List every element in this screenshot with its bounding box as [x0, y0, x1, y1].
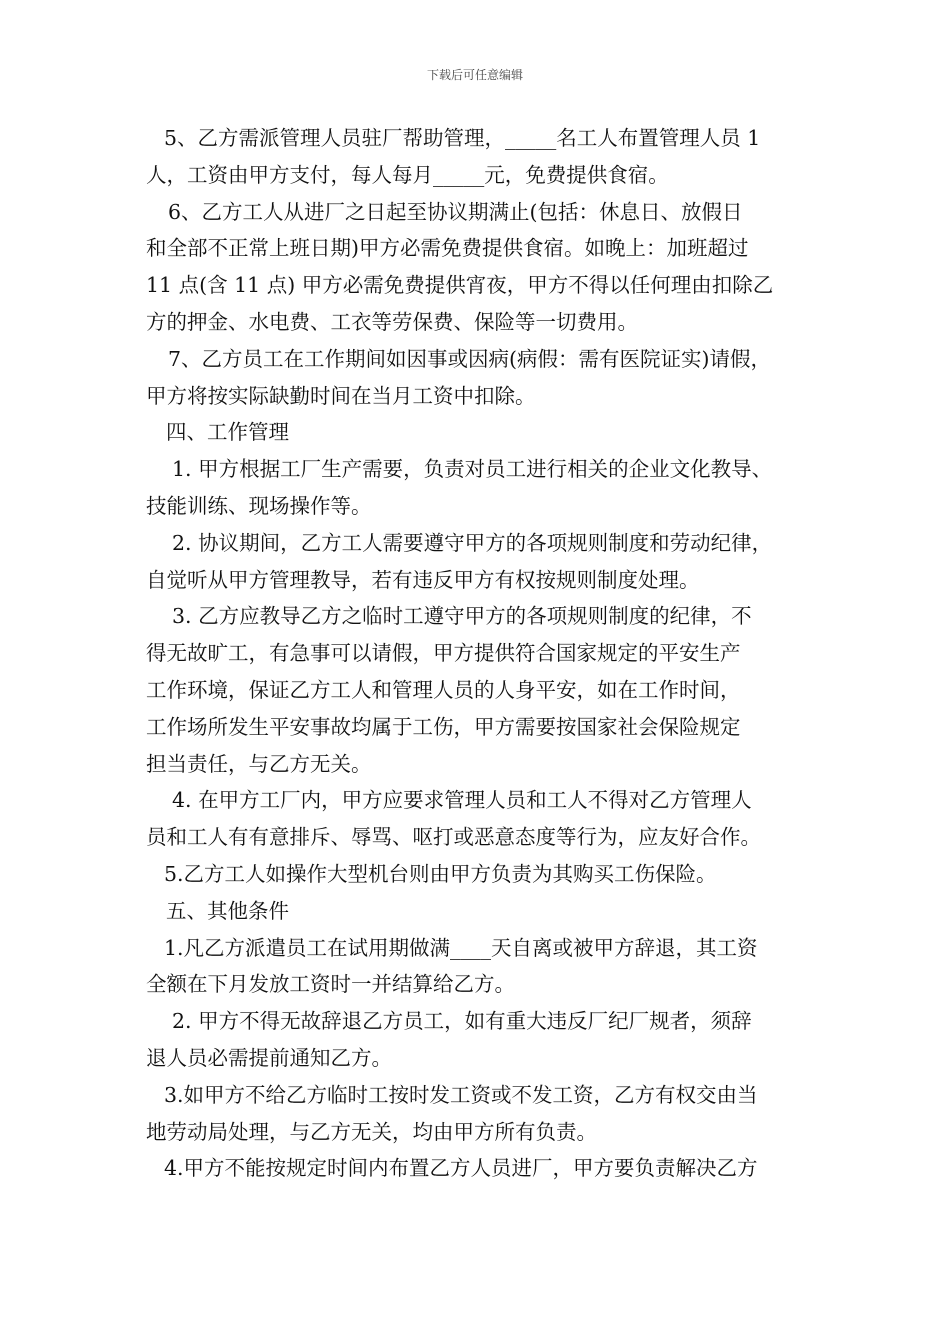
paragraph-line: 7、乙方员工在工作期间如因事或因病(病假：需有医院证实)请假，	[168, 346, 772, 371]
header-watermark: 下载后可任意编辑	[426, 68, 523, 82]
paragraph-line: 工作环境，保证乙方工人和管理人员的人身平安，如在工作时间，	[146, 677, 741, 702]
paragraph-line: 自觉听从甲方管理教导，若有违反甲方有权按规则制度处理。	[146, 567, 700, 592]
paragraph-line: 和全部不正常上班日期)甲方必需免费提供食宿。如晚上：加班超过	[146, 236, 749, 261]
paragraph-line: 5、乙方需派管理人员驻厂帮助管理，_____名工人布置管理人员 1	[164, 126, 761, 150]
paragraph-line: 退人员必需提前通知乙方。	[146, 1045, 392, 1070]
paragraph-line: 甲方将按实际缺勤时间在当月工资中扣除。	[146, 383, 536, 408]
paragraph-line: 3. 乙方应教导乙方之临时工遵守甲方的各项规则制度的纪律，不	[172, 604, 752, 629]
paragraph-line: 2. 甲方不得无故辞退乙方员工，如有重大违反厂纪厂规者，须辞	[172, 1009, 752, 1034]
paragraph-line: 2. 协议期间，乙方工人需要遵守甲方的各项规则制度和劳动纪律，	[172, 530, 773, 555]
paragraph-line: 工作场所发生平安事故均属于工伤，甲方需要按国家社会保险规定	[146, 714, 741, 739]
paragraph-line: 5.乙方工人如操作大型机台则由甲方负责为其购买工伤保险。	[164, 861, 717, 886]
paragraph-line: 担当责任，与乙方无关。	[146, 751, 372, 776]
section-heading: 四、工作管理	[166, 420, 289, 445]
paragraph-line: 得无故旷工，有急事可以请假，甲方提供符合国家规定的平安生产	[146, 641, 741, 666]
paragraph-line: 1. 甲方根据工厂生产需要，负责对员工进行相关的企业文化教导、	[172, 457, 773, 482]
paragraph-line: 人，工资由甲方支付，每人每月_____元，免费提供食宿。	[146, 162, 669, 187]
section-heading: 五、其他条件	[166, 898, 289, 923]
paragraph-line: 11 点(含 11 点) 甲方必需免费提供宵夜，甲方不得以任何理由扣除乙	[146, 273, 774, 298]
paragraph-line: 地劳动局处理，与乙方无关，均由甲方所有负责。	[146, 1119, 597, 1144]
paragraph-line: 1.凡乙方派遣员工在试用期做满____天自离或被甲方辞退，其工资	[164, 935, 758, 960]
paragraph-line: 4.甲方不能按规定时间内布置乙方人员进厂，甲方要负责解决乙方	[164, 1156, 758, 1181]
paragraph-line: 4. 在甲方工厂内，甲方应要求管理人员和工人不得对乙方管理人	[172, 788, 752, 813]
paragraph-line: 全额在下月发放工资时一并结算给乙方。	[146, 972, 515, 997]
paragraph-line: 员和工人有有意排斥、辱骂、呕打或恶意态度等行为，应友好合作。	[146, 825, 761, 850]
paragraph-line: 3.如甲方不给乙方临时工按时发工资或不发工资，乙方有权交由当	[164, 1082, 758, 1107]
paragraph-line: 技能训练、现场操作等。	[146, 493, 372, 518]
paragraph-line: 方的押金、水电费、工衣等劳保费、保险等一切费用。	[146, 309, 638, 334]
document-body	[146, 120, 826, 1187]
paragraph-line: 6、乙方工人从进厂之日起至协议期满止(包括：休息日、放假日	[168, 199, 743, 224]
